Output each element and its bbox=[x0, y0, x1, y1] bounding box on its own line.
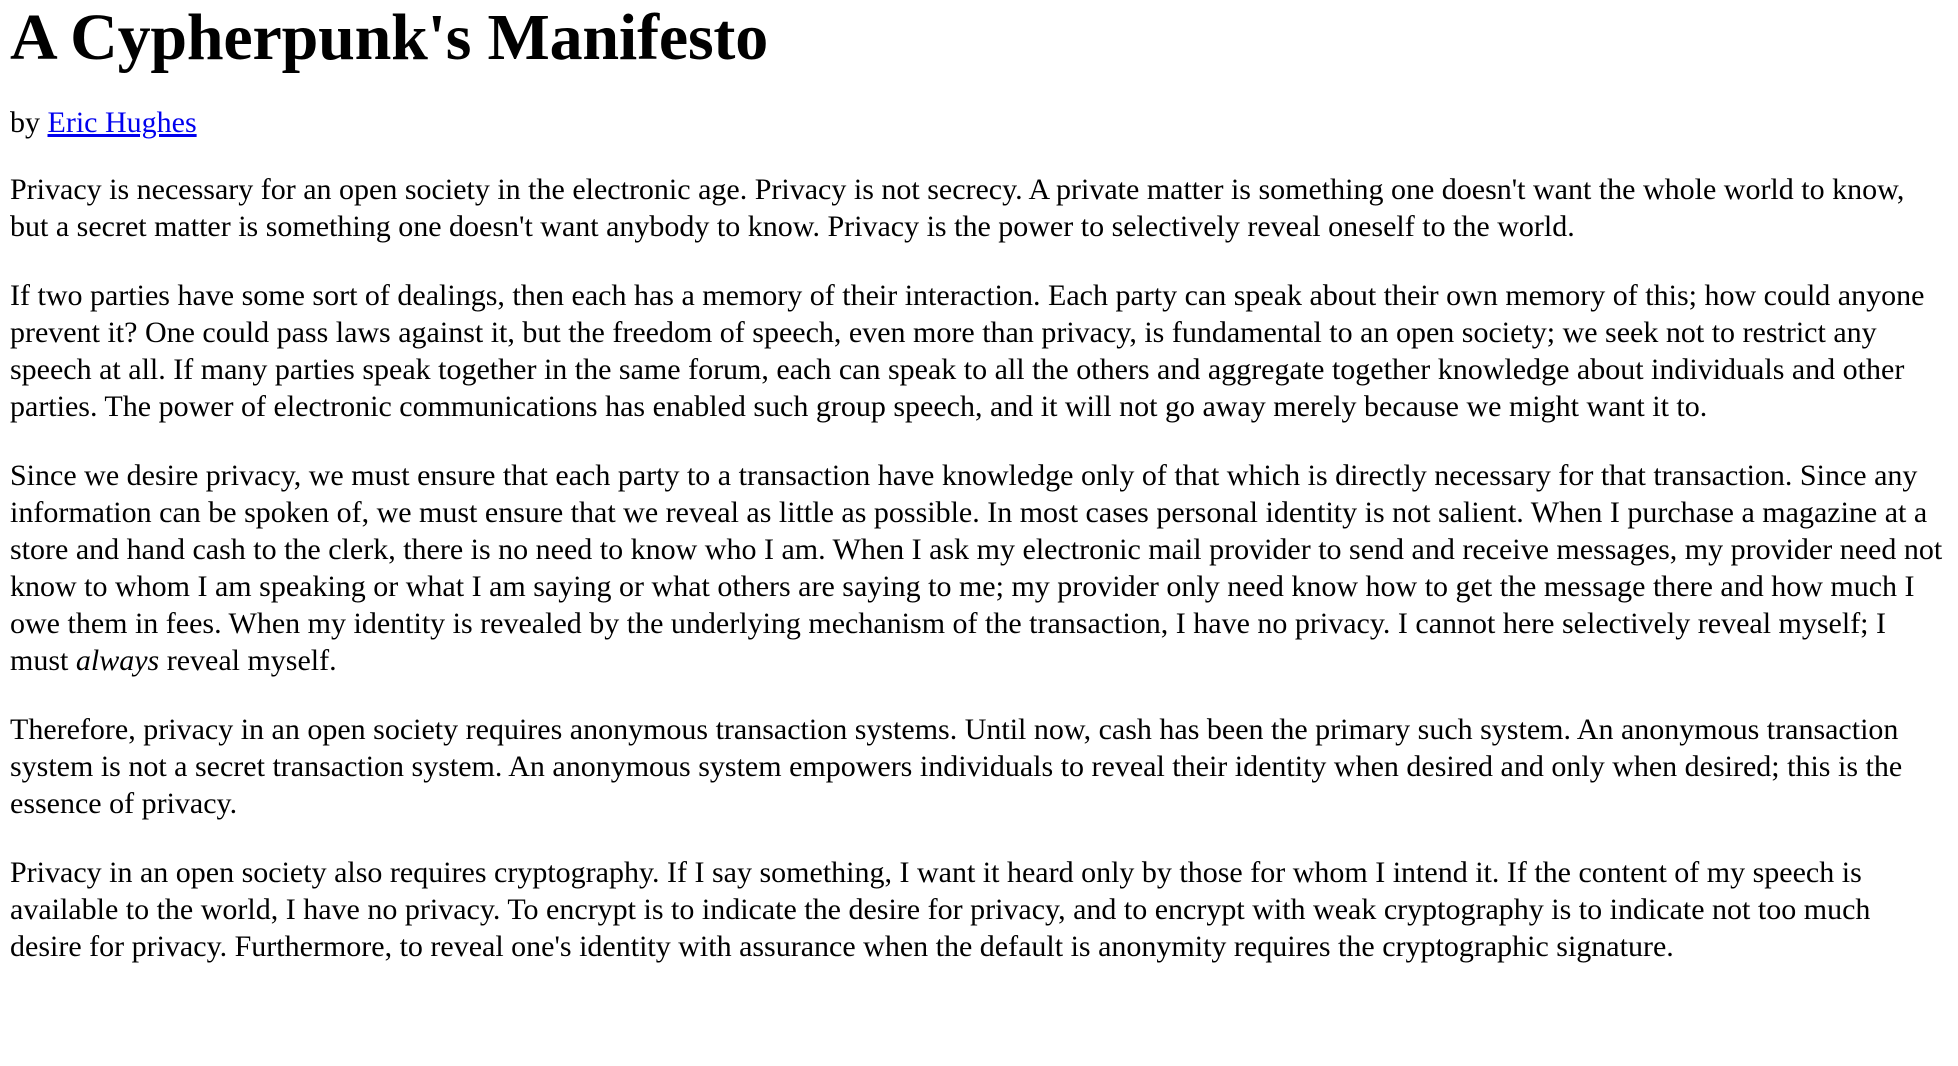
paragraph-4: Therefore, privacy in an open society requires anonymous transaction systems. Until now, cash has been the primary such system. An anonymous transaction system is not a secret transaction system. An anonymous system empowers individuals to reveal their identity when desired and only when desired; this is the essence of privacy. bbox=[10, 713, 1903, 820]
author-link[interactable]: Eric Hughes bbox=[47, 106, 197, 139]
paragraph-2: If two parties have some sort of dealings, then each has a memory of their interaction. Each party can speak about their own memory of this; how could anyone prevent it? One could pass laws against it, but the freedom of speech, even more than privacy, is fundamental to an open society; we seek not to restrict any speech at all. If many parties speak together in the same forum, each can speak to all the others and aggregate together knowledge about individuals and other parties. The power of electronic communications has enabled such group speech, and it will not go away merely because we might want it to. bbox=[10, 279, 1925, 423]
byline bbox=[10, 104, 1948, 141]
paragraph-1: Privacy is necessary for an open society in the electronic age. Privacy is not secrecy. A private matter is something one doesn't want the whole world to know, but a secret matter is something one doesn't want anybody to know. Privacy is the power to selectively reveal oneself to the world. bbox=[10, 173, 1905, 243]
paragraph-5: Privacy in an open society also requires cryptography. If I say something, I want it heard only by those for whom I intend it. If the content of my speech is available to the world, I have no privacy. To encrypt is to indicate the desire for privacy, and to encrypt with weak cryptography is to indicate not too much desire for privacy. Furthermore, to reveal one's identity with assurance when the default is anonymity requires the cryptographic signature. bbox=[10, 856, 1871, 963]
emphasis-always: always bbox=[75, 644, 160, 677]
page-title: A Cypherpunk's Manifesto bbox=[10, 1, 769, 74]
paragraph-3 bbox=[10, 457, 1948, 679]
paragraph-3-tail: reveal myself. bbox=[159, 644, 337, 677]
paragraph-3-text: Since we desire privacy, we must ensure that each party to a transaction have knowledge only of that which is directly necessary for that transaction. Since any information can be spoken of, we must ensure that we reveal as little as possible. In most cases personal identity is not salient. When I purchase a magazine at a store and hand cash to the clerk, there is no need to know who I am. When I ask my electronic mail provider to send and receive messages, my provider need not know to whom I am speaking or what I am saying or what others are saying to me; my provider only need know how to get the message there and how much I owe them in fees. When my identity is revealed by the underlying mechanism of the transaction, I have no privacy. I cannot here selectively reveal myself; I must bbox=[10, 459, 1943, 677]
byline-prefix: by bbox=[10, 106, 48, 139]
